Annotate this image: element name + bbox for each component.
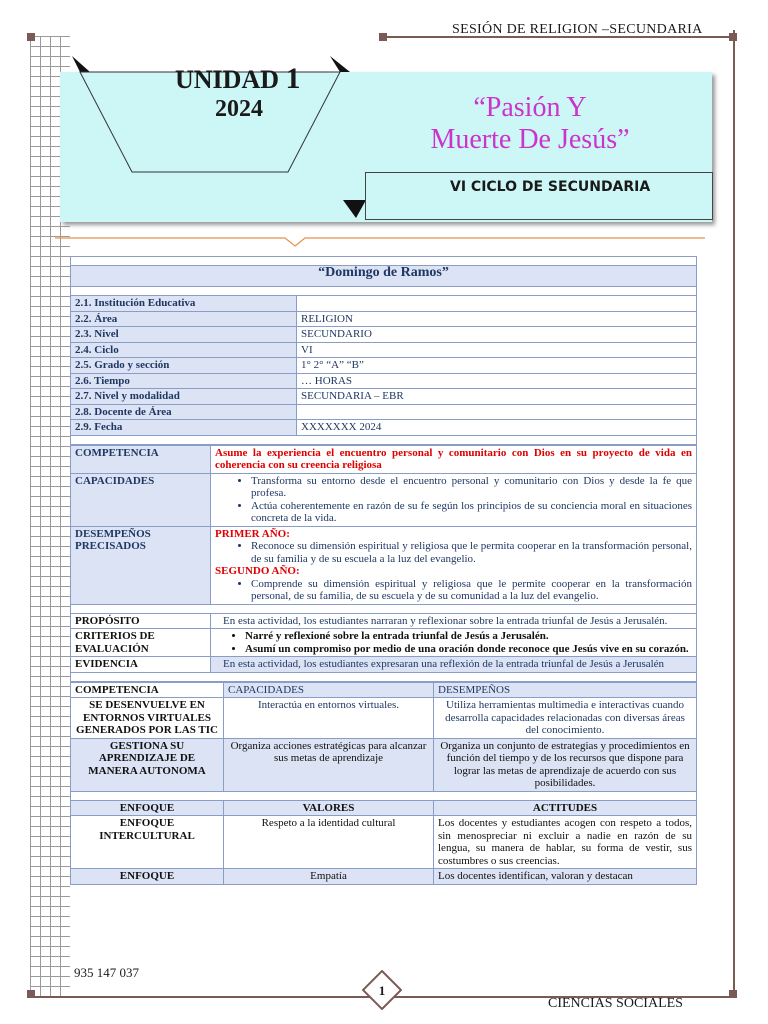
dato-value: … HORAS [297, 373, 697, 389]
page-footer: CIENCIAS SOCIALES [548, 996, 683, 1011]
capacidades-label: CAPACIDADES [71, 473, 211, 526]
dato-value: SECUNDARIA – EBR [297, 389, 697, 405]
list-item: • Actúa coherentemente en razón de su fe según los principios de su conciencia moral en situaciones concreta de la vida. [251, 500, 692, 525]
corner-marker [27, 990, 35, 998]
list-item: • Comprende su dimensión espiritual y religiosa que le permite cooperar en la transformación personal, de su familia, de su escuela y de su comunidad a la luz del evangelio. [251, 578, 692, 603]
capacidades-list [211, 473, 697, 526]
dato-label: 2.5. Grado y sección [71, 358, 297, 374]
page-number: 1 [378, 983, 386, 998]
page-number-box [362, 970, 402, 1010]
primer-ano-label: PRIMER AÑO: [215, 527, 290, 540]
table-cell: ENFOQUE INTERCULTURAL [71, 816, 224, 869]
evidencia-label: EVIDENCIA [71, 657, 211, 673]
desempenos-label: DESEMPEÑOS PRECISADOS [71, 526, 211, 604]
proposito-text: En esta actividad, los estudiantes narraran y reflexionar sobre la entrada triunfal de Jesús a Jerusalén. [211, 613, 697, 629]
table-cell: ENFOQUE [71, 869, 224, 885]
col-header: CAPACIDADES [224, 682, 434, 698]
col-header: VALORES [224, 800, 434, 816]
table-cell: Respeto a la identidad cultural [224, 816, 434, 869]
dato-label: 2.7. Nivel y modalidad [71, 389, 297, 405]
orange-divider [55, 234, 705, 248]
list-item: • Asumí un compromiso por medio de una oración donde reconoce que Jesús vive en su corazón. [245, 643, 692, 656]
unit-label: UNIDAD 1 [175, 62, 301, 95]
dato-label: 2.9. Fecha [71, 420, 297, 436]
dato-value: XXXXXXX 2024 [297, 420, 697, 436]
criterios-label: CRITERIOS DE EVALUACIÓN [71, 629, 211, 657]
table-cell: SE DESENVUELVE EN ENTORNOS VIRTUALES GENERADOS POR LAS TIC [71, 698, 224, 739]
table-cell: GESTIONA SU APRENDIZAJE DE MANERA AUTONOMA [71, 738, 224, 791]
ciclo-label: VI CICLO DE SECUNDARIA [450, 179, 651, 195]
unit-banner [60, 56, 720, 226]
dato-label: 2.6. Tiempo [71, 373, 297, 389]
desempenos-cell [211, 526, 697, 604]
unit-title: “Pasión Y Muerte De Jesús” [430, 92, 630, 155]
col-header: COMPETENCIA [71, 682, 224, 698]
criterios-list [211, 629, 697, 657]
page-header: SESIÓN DE RELIGION –SECUNDARIA [452, 22, 703, 37]
segundo-ano-label: SEGUNDO AÑO: [215, 565, 300, 577]
dato-label: 2.3. Nivel [71, 327, 297, 343]
list-item: • Transforma su entorno desde el encuentro personal y comunitario con Dios y desde la fe que profesa. [251, 475, 692, 500]
col-header: ENFOQUE [71, 800, 224, 816]
dato-label: 2.8. Docente de Área [71, 404, 297, 420]
corner-marker [27, 33, 35, 41]
list-item: • Reconoce su dimensión espiritual y religiosa que le permita cooperar en la transformación personal, de su familia y de su escuela a la luz del evangelio. [251, 540, 692, 565]
competencia-label: COMPETENCIA [71, 445, 211, 473]
dato-value: RELIGION [297, 311, 697, 327]
proposito-label: PROPÓSITO [71, 613, 211, 629]
table-cell: Los docentes identifican, valoran y destacan [434, 869, 697, 885]
table-cell: Empatía [224, 869, 434, 885]
table-cell: Interactúa en entornos virtuales. [224, 698, 434, 739]
frame-right-line [733, 30, 735, 998]
session-table [70, 256, 696, 885]
unit-year: 2024 [215, 96, 263, 122]
table-cell: Los docentes y estudiantes acogen con respeto a todos, sin menospreciar ni excluir a nadie en razón de su lengua, su manera de hablar, su forma de vestir, sus costumbres o sus creencias. [434, 816, 697, 869]
dato-value [297, 296, 697, 312]
session-title: “Domingo de Ramos” [71, 266, 697, 287]
table-cell: Organiza acciones estratégicas para alcanzar sus metas de aprendizaje [224, 738, 434, 791]
corner-marker [729, 33, 737, 41]
dato-value: SECUNDARIO [297, 327, 697, 343]
dato-label: 2.2. Área [71, 311, 297, 327]
table-cell: Utiliza herramientas multimedia e interactivas cuando desarrolla capacidades relacionadas con diversas áreas del conocimiento. [434, 698, 697, 739]
dato-label: 2.1. Institución Educativa [71, 296, 297, 312]
dato-label: 2.4. Ciclo [71, 342, 297, 358]
dato-value: 1° 2° “A” “B” [297, 358, 697, 374]
competencia-text: Asume la experiencia el encuentro personal y comunitario con Dios en su proyecto de vida en coherencia con su creencia religiosa [211, 445, 697, 473]
phone-number: 935 147 037 [74, 965, 139, 980]
col-header: DESEMPEÑOS [434, 682, 697, 698]
list-item: • Narré y reflexioné sobre la entrada triunfal de Jesús a Jerusalén. [245, 630, 692, 643]
corner-marker [729, 990, 737, 998]
dato-value [297, 404, 697, 420]
evidencia-text: En esta actividad, los estudiantes expresaran una reflexión de la entrada triunfal de Jesús a Jerusalén [211, 657, 697, 673]
corner-marker [379, 33, 387, 41]
col-header: ACTITUDES [434, 800, 697, 816]
table-cell: Organiza un conjunto de estrategias y procedimientos en función del tiempo y de los recursos que dispone para lograr las metas de aprendizaje de acuerdo con sus posibilidades. [434, 738, 697, 791]
dato-value: VI [297, 342, 697, 358]
